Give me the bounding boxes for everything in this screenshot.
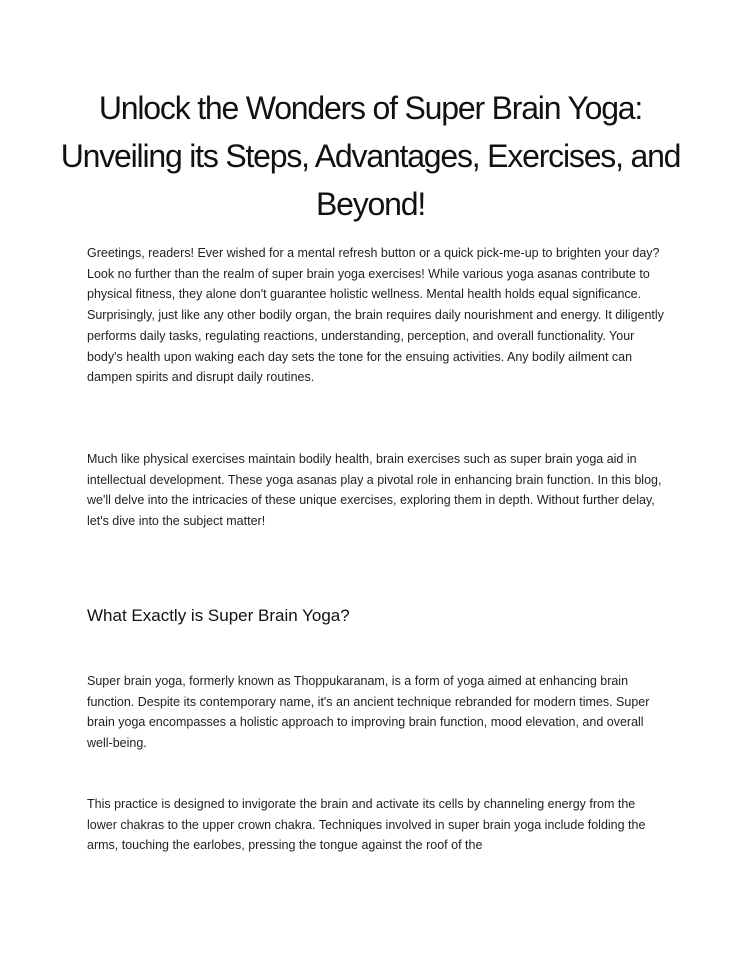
practice-paragraph: This practice is designed to invigorate the brain and activate its cells by channeling energy from the lower chakras to the upper crown chakra. Techniques involved in super brain yoga include folding the arms, touching the earlobes, pressing the tongue against the roof of the — [87, 797, 646, 853]
definition-paragraph: Super brain yoga, formerly known as Thoppukaranam, is a form of yoga aimed at enhancing brain function. Despite its contemporary name, it's an ancient technique rebranded for modern times. Super brain yoga encompasses a holistic approach to improving brain function, mood elevation, and overall well-being. — [87, 674, 650, 751]
intro-paragraph: Greetings, readers! Ever wished for a mental refresh button or a quick pick-me-up to brighten your day? Look no further than the realm of super brain yoga exercises! While various yoga asanas contribute to physical fitness, they alone don't guarantee holistic wellness. Mental health holds equal significance. Surprisingly, just like any other bodily organ, the brain requires daily nourishment and energy. It diligently performs daily tasks, regulating reactions, understanding, perception, and overall functionality. Your body's health upon waking each day sets the tone for the ensuing activities. Any bodily ailment can dampen spirits and disrupt daily routines. — [87, 246, 664, 385]
second-paragraph: Much like physical exercises maintain bodily health, brain exercises such as super brain yoga aid in intellectual development. These yoga asanas play a pivotal role in enhancing brain function. In this blog, we'll delve into the intricacies of these unique exercises, exploring them in depth. Without further delay, let's dive into the subject matter! — [87, 452, 662, 529]
section-heading: What Exactly is Super Brain Yoga? — [87, 606, 350, 625]
document-title: Unlock the Wonders of Super Brain Yoga: Unveiling its Steps, Advantages, Exercises, and Beyond! — [60, 90, 681, 222]
